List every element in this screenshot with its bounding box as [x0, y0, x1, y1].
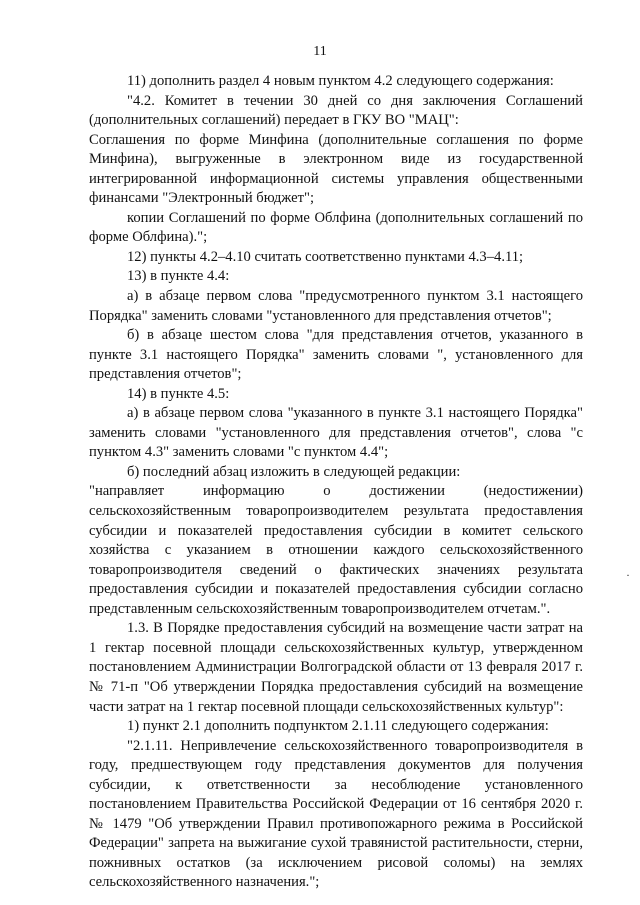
paragraph-item-13: 13) в пункте 4.4:: [127, 268, 230, 285]
paragraph-item-12: 12) пункты 4.2–4.10 считать соответственно пунктами 4.3–4.11;: [127, 248, 524, 265]
paragraph-item-14-a: а) в абзаце первом слова "указанного в пункте 3.1 настоящего Порядка" заменить словами "установленного для представления отчетов", слова "с пунктом 4.3" заменить словами "с пунктом 4.4";: [89, 405, 583, 461]
scan-edge-mark: ·: [626, 568, 630, 582]
paragraph-item-14-b: б) последний абзац изложить в следующей редакции:: [127, 463, 461, 480]
paragraph-item-1-3: 1.3. В Порядке предоставления субсидий на возмещение части затрат на 1 гектар посевной площади сельскохозяйственных культур, утвержденном постановлением Администрации Волгоградской области от 13 февраля 2017 г. № 71-п "Об утверждении Порядка предоставления субсидий на возмещение части затрат на 1 гектар посевной площади сельскохозяйственных культур":: [89, 620, 583, 715]
paragraph-minfin-agreements: Соглашения по форме Минфина (дополнительные соглашения по форме Минфина), выгруженные в электронном виде из государственной интегрированной информационной системы управления общественными финансами "Электронный бюджет";: [89, 131, 583, 207]
paragraph-item-11: 11) дополнить раздел 4 новым пунктом 4.2 следующего содержания:: [127, 73, 554, 89]
paragraph-oblfin-copies: копии Соглашений по форме Облфина (дополнительных соглашений по форме Облфина).";: [89, 209, 583, 246]
paragraph-new-wording: "направляет информацию о достижении (недостижении) сельскохозяйственным товаропроизводителем результата предоставления субсидии и показателей предоставления субсидии в комитет сельского хозяйства с указанием в отношении каждого сельскохозяйственного товаропроизводителя сведений о фактических значениях результата предоставления субсидии и показателей предоставления субсидии согласно представленным сельскохозяйственным товаропроизводителем отчетам.".: [89, 483, 583, 617]
page-number: 11: [313, 44, 327, 59]
paragraph-clause-4-2: "4.2. Комитет в течении 30 дней со дня заключения Соглашений (дополнительных соглашений) передает в ГКУ ВО "МАЦ":: [89, 92, 583, 129]
paragraph-item-1: 1) пункт 2.1 дополнить подпунктом 2.1.11 следующего содержания:: [127, 718, 549, 735]
paragraph-item-14: 14) в пункте 4.5:: [127, 385, 230, 402]
document-body: [89, 72, 583, 893]
paragraph-clause-2-1-11: "2.1.11. Непривлечение сельскохозяйственного товаропроизводителя в году, предшествующем году представления документов для получения субсидии, к ответственности за несоблюдение установленного постановлением Правительства Российской Федерации от 16 сентября 2020 г. № 1479 "Об утверждении Правил противопожарного режима в Российской Федерации" запрета на выжигание сухой травянистой растительности, стерни, пожнивных остатков (за исключением рисовой соломы) на землях сельскохозяйственного назначения.";: [89, 737, 583, 891]
paragraph-item-13-b: б) в абзаце шестом слова "для представления отчетов, указанного в пункте 3.1 настоящего Порядка" заменить словами ", установленного для представления отчетов";: [89, 327, 583, 383]
paragraph-item-13-a: а) в абзаце первом слова "предусмотренного пунктом 3.1 настоящего Порядка" заменить словами "установленного для представления отчетов";: [89, 288, 583, 324]
